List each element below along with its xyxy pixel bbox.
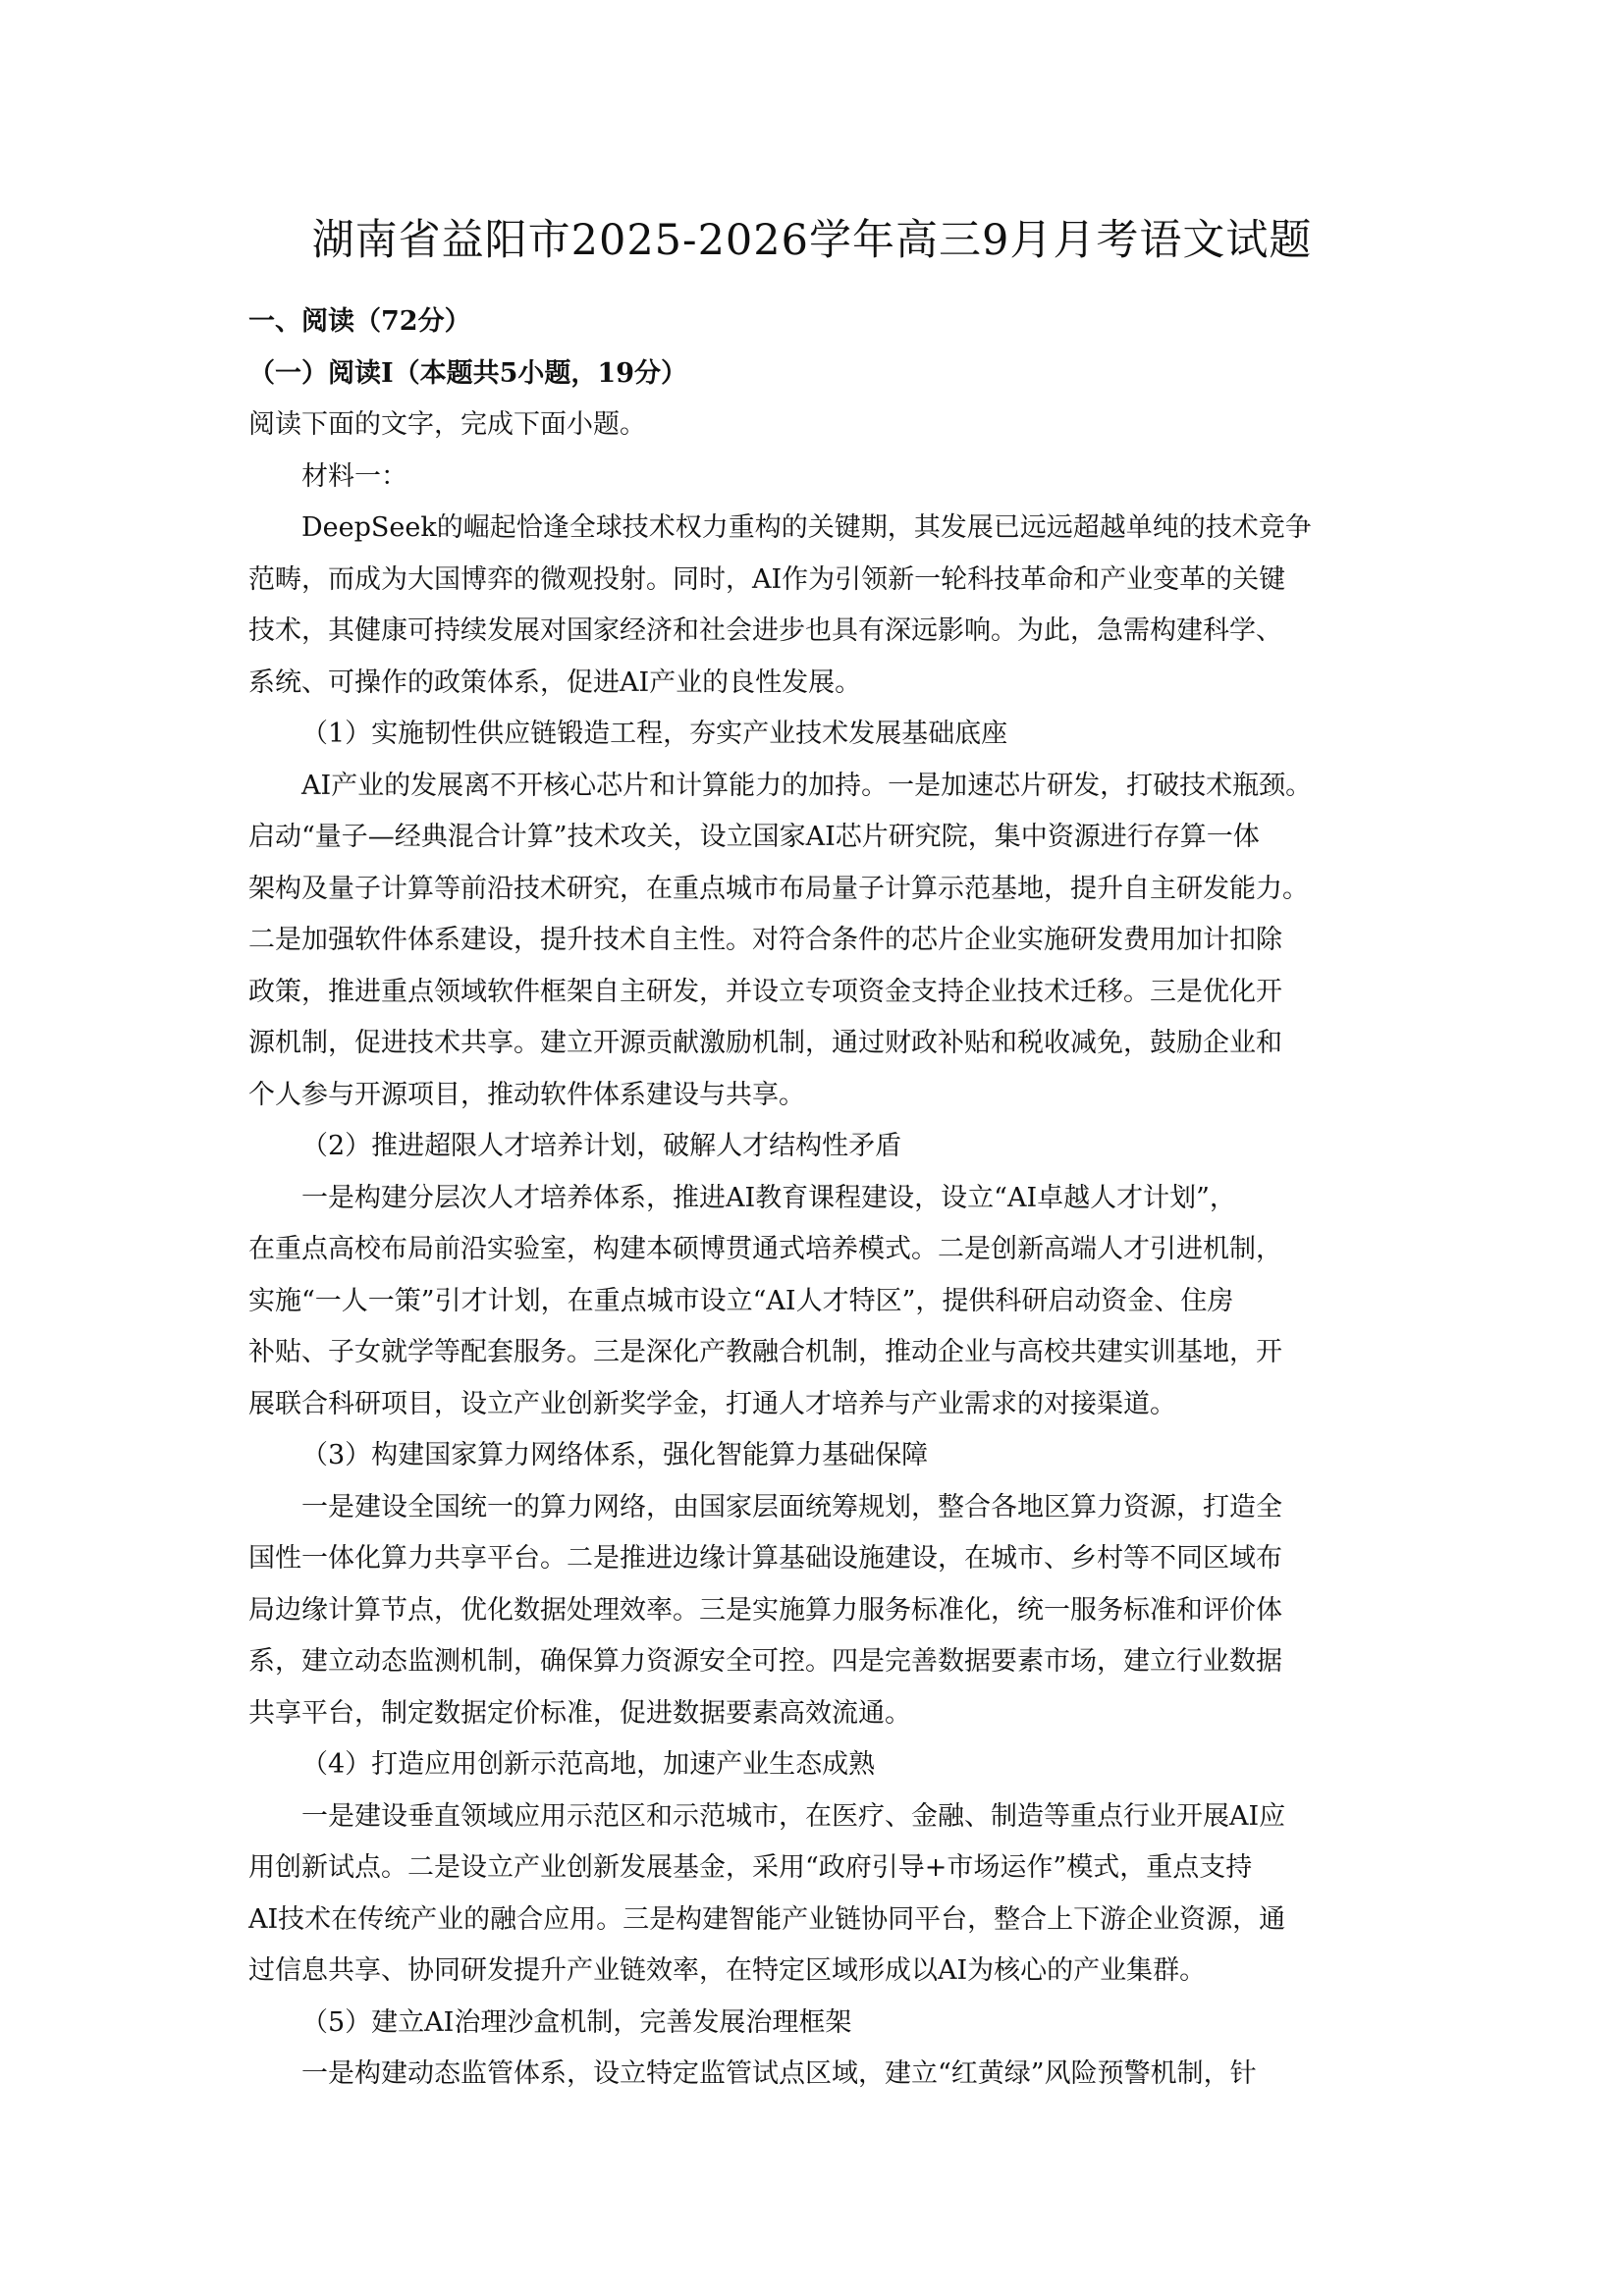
paragraph-line: 补贴、子女就学等配套服务。三是深化产教融合机制，推动企业与高校共建实训基地，开 — [248, 1337, 1282, 1367]
paragraph-line: 技术，其健康可持续发展对国家经济和社会进步也具有深远影响。为此，急需构建科学、 — [248, 615, 1282, 646]
paragraph-line: 一是建设垂直领域应用示范区和示范城市，在医疗、金融、制造等重点行业开展AI应 — [301, 1800, 1286, 1832]
paragraph-line: 系，建立动态监测机制，确保算力资源安全可控。四是完善数据要素市场，建立行业数据 — [248, 1646, 1282, 1677]
section-subheading: （4）打造应用创新示范高地，加速产业生态成熟 — [301, 1749, 876, 1780]
paragraph-line: 架构及量子计算等前沿技术研究，在重点城市布局量子计算示范基地，提升自主研发能力。 — [248, 873, 1309, 904]
paragraph-line: 一是构建分层次人才培养体系，推进AI教育课程建设，设立“AI卓越人才计划”， — [301, 1182, 1236, 1213]
paragraph-line: AI技术在传统产业的融合应用。三是构建智能产业链协同平台，整合上下游企业资源，通 — [248, 1903, 1286, 1935]
section-heading: 一、阅读（72分） — [248, 306, 471, 337]
section-subheading: （1）实施韧性供应链锻造工程，夯实产业技术发展基础底座 — [301, 719, 1008, 749]
section-subheading: （5）建立AI治理沙盒机制，完善发展治理框架 — [301, 2006, 852, 2038]
paragraph-line: 用创新试点。二是设立产业创新发展基金，采用“政府引导+市场运作”模式，重点支持 — [248, 1852, 1253, 1883]
document-body — [248, 296, 1378, 2101]
paragraph-line: 范畴，而成为大国博弈的微观投射。同时，AI作为引领新一轮科技革命和产业变革的关键 — [248, 563, 1286, 595]
policy-sections — [248, 709, 1378, 2101]
section-subheading: （3）构建国家算力网络体系，强化智能算力基础保障 — [301, 1440, 929, 1470]
paragraph-line: 展联合科研项目，设立产业创新奖学金，打通人才培养与产业需求的对接渠道。 — [248, 1388, 1176, 1419]
paragraph-line: 局边缘计算节点，优化数据处理效率。三是实施算力服务标准化，统一服务标准和评价体 — [248, 1594, 1282, 1626]
paragraph-line: 政策，推进重点领域软件框架自主研发，并设立专项资金支持企业技术迁移。三是优化开 — [248, 976, 1282, 1007]
paragraph-line: 国性一体化算力共享平台。二是推进边缘计算基础设施建设，在城市、乡村等不同区域布 — [248, 1543, 1282, 1574]
paragraph-line: DeepSeek的崛起恰逢全球技术权力重构的关键期，其发展已远远超越单纯的技术竞争 — [301, 512, 1312, 543]
paragraph-line: 一是建设全国统一的算力网络，由国家层面统筹规划，整合各地区算力资源，打造全 — [301, 1491, 1282, 1522]
intro-paragraph — [248, 503, 1378, 709]
paragraph-line: 一是构建动态监管体系，设立特定监管试点区域，建立“红黄绿”风险预警机制，针 — [301, 2058, 1257, 2089]
subsection-heading: （一）阅读Ⅰ（本题共5小题，19分） — [248, 357, 687, 389]
paragraph-line: 二是加强软件体系建设，提升技术自主性。对符合条件的芯片企业实施研发费用加计扣除 — [248, 925, 1282, 955]
paragraph-line: 共享平台，制定数据定价标准，促进数据要素高效流通。 — [248, 1697, 911, 1729]
paragraph-line: 系统、可操作的政策体系，促进AI产业的良性发展。 — [248, 667, 862, 698]
paragraph-line: 源机制，促进技术共享。建立开源贡献激励机制，通过财政补贴和税收减免，鼓励企业和 — [248, 1028, 1282, 1058]
paragraph-line: 个人参与开源项目，推动软件体系建设与共享。 — [248, 1079, 805, 1110]
paragraph-line: AI产业的发展离不开核心芯片和计算能力的加持。一是加速芯片研发，打破技术瓶颈。 — [301, 770, 1313, 801]
material-label: 材料一： — [301, 460, 407, 492]
paragraph-line: 启动“量子—经典混合计算”技术攻关，设立国家AI芯片研究院，集中资源进行存算一体 — [248, 822, 1260, 852]
paragraph-line: 实施“一人一策”引才计划，在重点城市设立“AI人才特区”，提供科研启动资金、住房 — [248, 1285, 1234, 1316]
paragraph-line: 过信息共享、协同研发提升产业链效率，在特定区域形成以AI为核心的产业集群。 — [248, 1955, 1207, 1986]
paragraph-line: 在重点高校布局前沿实验室，构建本硕博贯通式培养模式。二是创新高端人才引进机制， — [248, 1234, 1282, 1264]
page-title: 湖南省益阳市2025-2026学年高三9月月考语文试题 — [311, 216, 1313, 265]
instruction-text: 阅读下面的文字，完成下面小题。 — [248, 409, 646, 440]
section-subheading: （2）推进超限人才培养计划，破解人才结构性矛盾 — [301, 1131, 902, 1161]
